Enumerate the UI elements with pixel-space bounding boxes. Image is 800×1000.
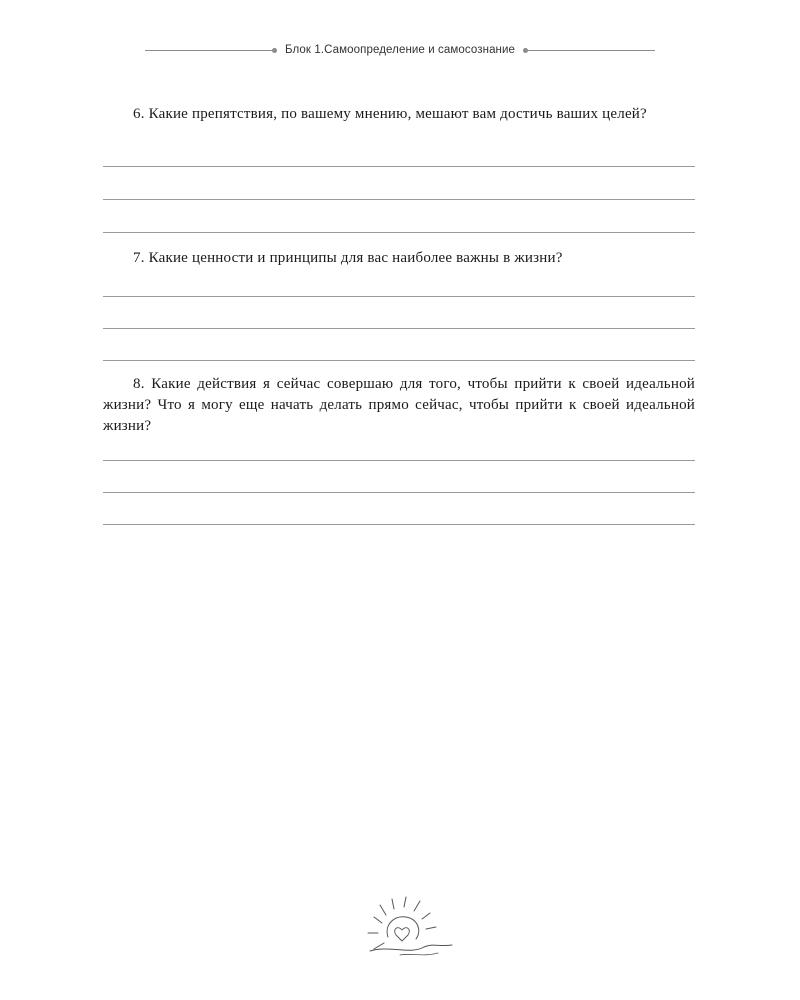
- answer-line[interactable]: [103, 360, 695, 361]
- answer-line[interactable]: [103, 524, 695, 525]
- answer-line[interactable]: [103, 492, 695, 493]
- answer-line[interactable]: [103, 199, 695, 200]
- answer-line[interactable]: [103, 460, 695, 461]
- header-rule-left: [145, 50, 272, 51]
- running-header: [145, 40, 655, 60]
- question-6: [103, 104, 695, 125]
- answer-line[interactable]: [103, 328, 695, 329]
- running-header-title: Блок 1.Самоопределение и самосознание: [284, 44, 516, 56]
- answer-line[interactable]: [103, 166, 695, 167]
- question-8-text: 8. Какие действия я сейчас совершаю для того, чтобы прийти к своей идеальной жизни? Что я могу еще начать делать прямо сейчас, чтобы прийти к своей идеальной жизни?: [103, 376, 695, 434]
- answer-line[interactable]: [103, 232, 695, 233]
- question-6-text: 6. Какие препятствия, по вашему мнению, мешают вам достичь ваших целей?: [133, 106, 647, 122]
- header-rule-right: [528, 50, 655, 51]
- question-7: [103, 248, 695, 269]
- sun-heart-ornament-icon: [340, 895, 470, 965]
- answer-line[interactable]: [103, 296, 695, 297]
- question-7-text: 7. Какие ценности и принципы для вас наиболее важны в жизни?: [133, 250, 563, 266]
- question-8: [103, 374, 695, 437]
